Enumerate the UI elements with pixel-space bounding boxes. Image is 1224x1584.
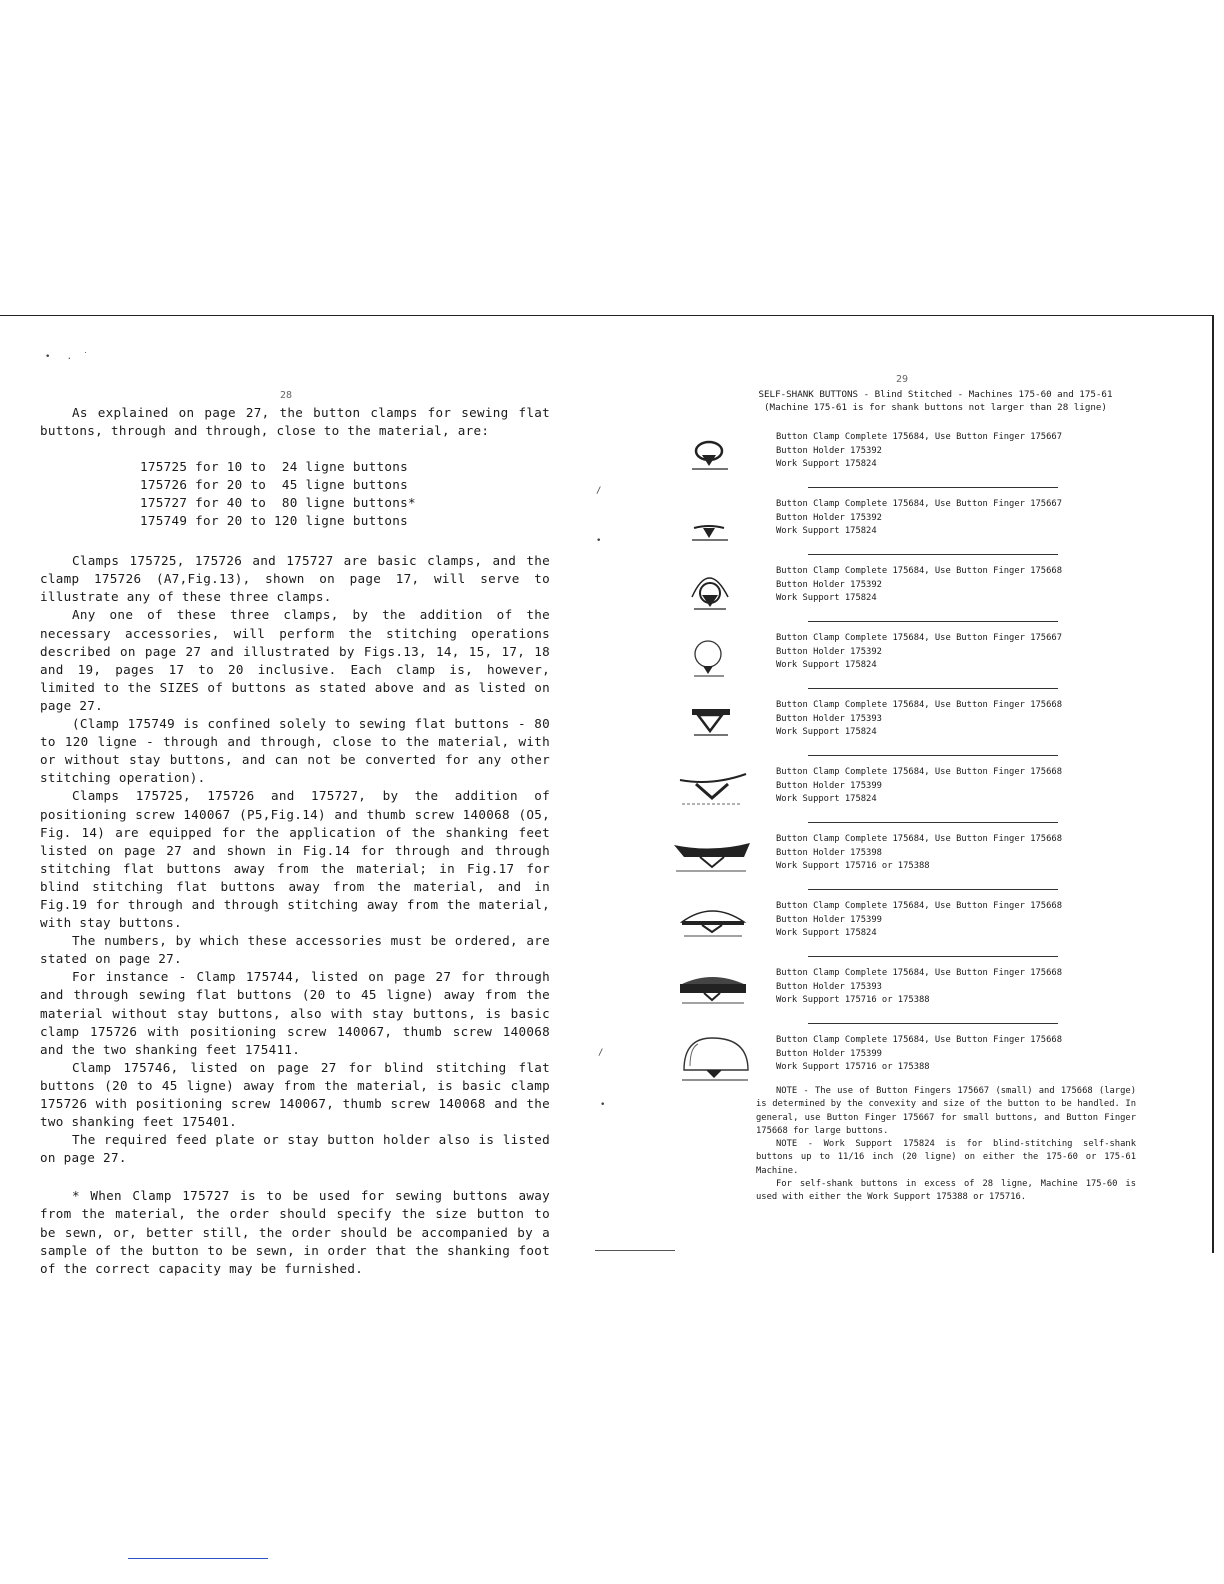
heading-line: SELF-SHANK BUTTONS - Blind Stitched - Machines 175-60 and 175-61	[758, 389, 1113, 400]
clamp-spec: Button Clamp Complete 175684, Use Button Finger 175667	[776, 499, 1062, 509]
heading-line: (Machine 175-61 is for shank buttons not larger than 28 ligne)	[764, 402, 1107, 413]
left-page-number: 28	[280, 390, 293, 401]
holder-spec: Button Holder 175393	[776, 981, 882, 992]
row-divider	[808, 822, 1058, 823]
support-spec: Work Support 175824	[776, 794, 877, 804]
clamp-spec: Button Clamp Complete 175684, Use Button Finger 175668	[776, 566, 1062, 576]
row-divider	[808, 889, 1058, 890]
body-paragraph: The required feed plate or stay button holder also is listed on page 27.	[40, 1132, 550, 1166]
footnote: * When Clamp 175727 is to be used for sewing buttons away from the material, the order should specify the size button to be sewn, or, better still, the order should be accompanied by a sample of the button to be sewn, in order that the shanking foot of the correct capacity may be furnished.	[40, 1188, 550, 1276]
support-spec: Work Support 175824	[776, 526, 877, 536]
clamp-list-item: 175727 for 40 to 80 ligne buttons*	[140, 495, 416, 511]
right-page-heading	[743, 388, 1128, 414]
clamp-list-item: 175726 for 20 to 45 ligne buttons	[140, 477, 408, 493]
support-spec: Work Support 175716 or 175388	[776, 995, 930, 1005]
button-spec-row	[668, 425, 1138, 492]
button-spec-row	[668, 827, 1138, 894]
holder-spec: Button Holder 175392	[776, 646, 882, 657]
row-divider	[808, 688, 1058, 689]
holder-spec: Button Holder 175392	[776, 512, 882, 523]
right-page-number: 29	[896, 374, 909, 385]
holder-spec: Button Holder 175392	[776, 579, 882, 590]
clamp-list-item: 175725 for 10 to 24 ligne buttons	[140, 459, 408, 475]
domed-button-clamp-icon	[672, 429, 750, 481]
support-spec: Work Support 175716 or 175388	[776, 861, 930, 871]
small-shank-button-icon	[672, 496, 750, 548]
blue-underline	[128, 1558, 268, 1559]
scan-bottom-fragment	[595, 1250, 675, 1251]
body-paragraph: (Clamp 175749 is confined solely to sewing flat buttons - 80 to 120 ligne - through and through, close to the material, with or without stay buttons, and can not be converted for any other stitching operation).	[40, 716, 550, 786]
intro-paragraph: As explained on page 27, the button clamps for sewing flat buttons, through and through, close to the material, are:	[40, 405, 550, 439]
row-divider	[808, 1023, 1058, 1024]
clamp-spec: Button Clamp Complete 175684, Use Button Finger 175667	[776, 432, 1062, 442]
holder-spec: Button Holder 175393	[776, 713, 882, 724]
row-divider	[808, 621, 1058, 622]
body-paragraph: Clamp 175746, listed on page 27 for blind stitching flat buttons (20 to 45 ligne) away from the material, is basic clamp 175726 with positioning screw 140067, thumb screw 140068 and the two shanking feet 175401.	[40, 1059, 550, 1130]
scan-speck: •	[600, 1100, 606, 1110]
left-page	[40, 404, 550, 1278]
holder-spec: Button Holder 175399	[776, 780, 882, 791]
row-divider	[808, 755, 1058, 756]
wide-flat-button-icon	[672, 764, 750, 816]
button-spec-row	[668, 626, 1138, 693]
button-spec-row	[668, 961, 1138, 1028]
support-spec: Work Support 175824	[776, 928, 877, 938]
body-paragraph: The numbers, by which these accessories must be ordered, are stated on page 27.	[40, 933, 550, 967]
clamp-list-item: 175749 for 20 to 120 ligne buttons	[140, 513, 408, 529]
domed-disc-button-icon	[672, 898, 750, 950]
button-spec-row	[668, 693, 1138, 760]
button-spec-row	[668, 559, 1138, 626]
support-spec: Work Support 175824	[776, 660, 877, 670]
clamp-list	[140, 458, 550, 530]
button-spec-row	[668, 760, 1138, 827]
clamp-spec: Button Clamp Complete 175684, Use Button Finger 175668	[776, 968, 1062, 978]
body-paragraph: Any one of these three clamps, by the addition of the necessary accessories, will perform the stitching operations described on page 27 and illustrated by Figs.13, 14, 15, 17, 18 and 19, pages 17 to 20 inclusive. Each clamp is, however, limited to the SIZES of buttons as stated above and as listed on page 27.	[40, 607, 550, 713]
large-disc-button-icon	[672, 831, 750, 883]
holder-spec: Button Holder 175392	[776, 445, 882, 456]
support-spec: Work Support 175824	[776, 593, 877, 603]
body-paragraph: For instance - Clamp 175744, listed on page 27 for through and through sewing flat buttons (20 to 45 ligne) away from the material without stay buttons, also with stay buttons, is basic clamp 175726 with positioning screw 140067, thumb screw 140068 and the two shanking feet 175411.	[40, 969, 550, 1057]
textured-disc-button-icon	[672, 965, 750, 1017]
clamp-spec: Button Clamp Complete 175684, Use Button Finger 175668	[776, 901, 1062, 911]
scan-top-border	[0, 315, 1212, 316]
holder-spec: Button Holder 175398	[776, 847, 882, 858]
button-spec-row	[668, 492, 1138, 559]
scan-speck: • . ˙	[45, 352, 89, 362]
holder-spec: Button Holder 175399	[776, 914, 882, 925]
body-paragraph: Clamps 175725, 175726 and 175727 are basic clamps, and the clamp 175726 (A7,Fig.13), shown on page 17, will serve to illustrate any of these three clamps.	[40, 553, 550, 605]
button-spec-list	[668, 425, 1138, 1095]
hemisphere-button-icon	[672, 1032, 750, 1084]
support-spec: Work Support 175824	[776, 459, 877, 469]
clamp-spec: Button Clamp Complete 175684, Use Button Finger 175668	[776, 1035, 1062, 1045]
scan-speck: •	[596, 536, 602, 546]
flat-top-button-icon	[672, 697, 750, 749]
support-spec: Work Support 175716 or 175388	[776, 1062, 930, 1072]
scan-speck: /	[596, 486, 602, 496]
row-divider	[808, 554, 1058, 555]
ball-button-icon	[672, 630, 750, 682]
note-paragraph: NOTE - The use of Button Fingers 175667 (small) and 175668 (large) is determined by the convexity and size of the button to be handled. In general, use Button Finger 175667 for small buttons, and Button Finger 175668 for large buttons.	[756, 1086, 1136, 1136]
support-spec: Work Support 175824	[776, 727, 877, 737]
body-paragraph: Clamps 175725, 175726 and 175727, by the addition of positioning screw 140067 (P5,Fig.14) and thumb screw 140068 (O5, Fig. 14) are equipped for the application of the shanking feet listed on page 27 and shown in Fig.14 for through and through stitching flat buttons away from the material; in Fig.17 for blind stitching flat buttons away from the material, and in Fig.19 for through and through stitching away from the material, with stay buttons.	[40, 788, 550, 931]
clamp-spec: Button Clamp Complete 175684, Use Button Finger 175668	[776, 767, 1062, 777]
clamp-spec: Button Clamp Complete 175684, Use Button Finger 175668	[776, 834, 1062, 844]
clamp-spec: Button Clamp Complete 175684, Use Button Finger 175667	[776, 633, 1062, 643]
note-paragraph: For self-shank buttons in excess of 28 ligne, Machine 175-60 is used with either the Work Support 175388 or 175716.	[756, 1179, 1136, 1203]
note-paragraph: NOTE - Work Support 175824 is for blind-stitching self-shank buttons up to 11/16 inch (20 ligne) on either the 175-60 or 175-61 Machine.	[756, 1139, 1136, 1176]
notes-section	[756, 1085, 1136, 1205]
row-divider	[808, 956, 1058, 957]
scan-right-border	[1212, 315, 1214, 1253]
button-spec-row	[668, 894, 1138, 961]
row-divider	[808, 487, 1058, 488]
scan-speck: /	[598, 1048, 604, 1058]
clamp-spec: Button Clamp Complete 175684, Use Button Finger 175668	[776, 700, 1062, 710]
holder-spec: Button Holder 175399	[776, 1048, 882, 1059]
round-ball-button-icon	[672, 563, 750, 615]
